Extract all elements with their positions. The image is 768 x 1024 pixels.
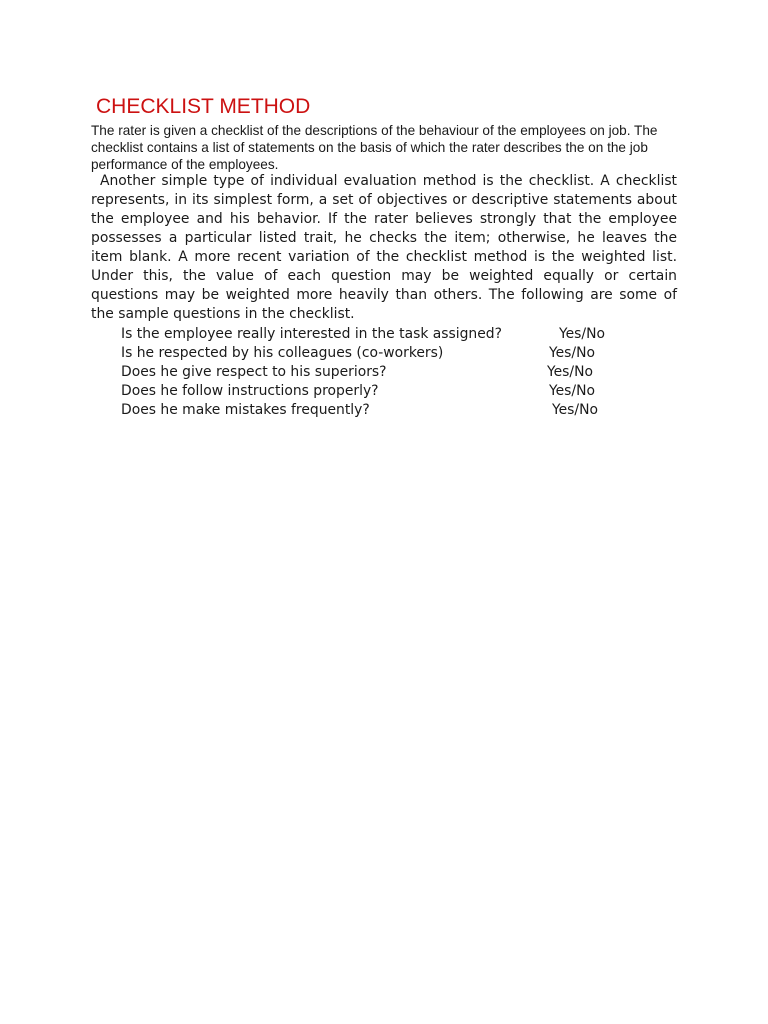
question-text: Is he respected by his colleagues (co-workers) — [121, 345, 444, 361]
answer-options: Yes/No — [549, 345, 595, 361]
checklist-item — [121, 401, 641, 420]
intro-paragraph: The rater is given a checklist of the descriptions of the behaviour of the employees on job. The checklist contains a list of statements on the basis of which the rater describes the on the job performance of the employees. — [91, 123, 658, 172]
checklist-item — [121, 325, 641, 344]
question-text: Does he make mistakes frequently? — [121, 402, 370, 418]
checklist-item — [121, 344, 641, 363]
answer-options: Yes/No — [547, 364, 593, 380]
checklist-item — [121, 363, 641, 382]
question-text: Is the employee really interested in the task assigned? — [121, 326, 502, 342]
checklist-item — [121, 382, 641, 401]
checklist-questions — [121, 325, 641, 420]
question-text: Does he give respect to his superiors? — [121, 364, 387, 380]
body-paragraph: Another simple type of individual evaluation method is the checklist. A checklist represents, in its simplest form, a set of objectives or descriptive statements about the employee and his behavior. If the rater believes strongly that the employee possesses a particular listed trait, he checks the item; otherwise, he leaves the item blank. A more recent variation of the checklist method is the weighted list. Under this, the value of each question may be weighted equally or certain questions may be weighted more heavily than others. The following are some of the sample questions in the checklist. — [91, 173, 677, 322]
answer-options: Yes/No — [552, 402, 598, 418]
answer-options: Yes/No — [549, 383, 595, 399]
answer-options: Yes/No — [559, 326, 605, 342]
page-title: CHECKLIST METHOD — [96, 95, 311, 118]
question-text: Does he follow instructions properly? — [121, 383, 379, 399]
